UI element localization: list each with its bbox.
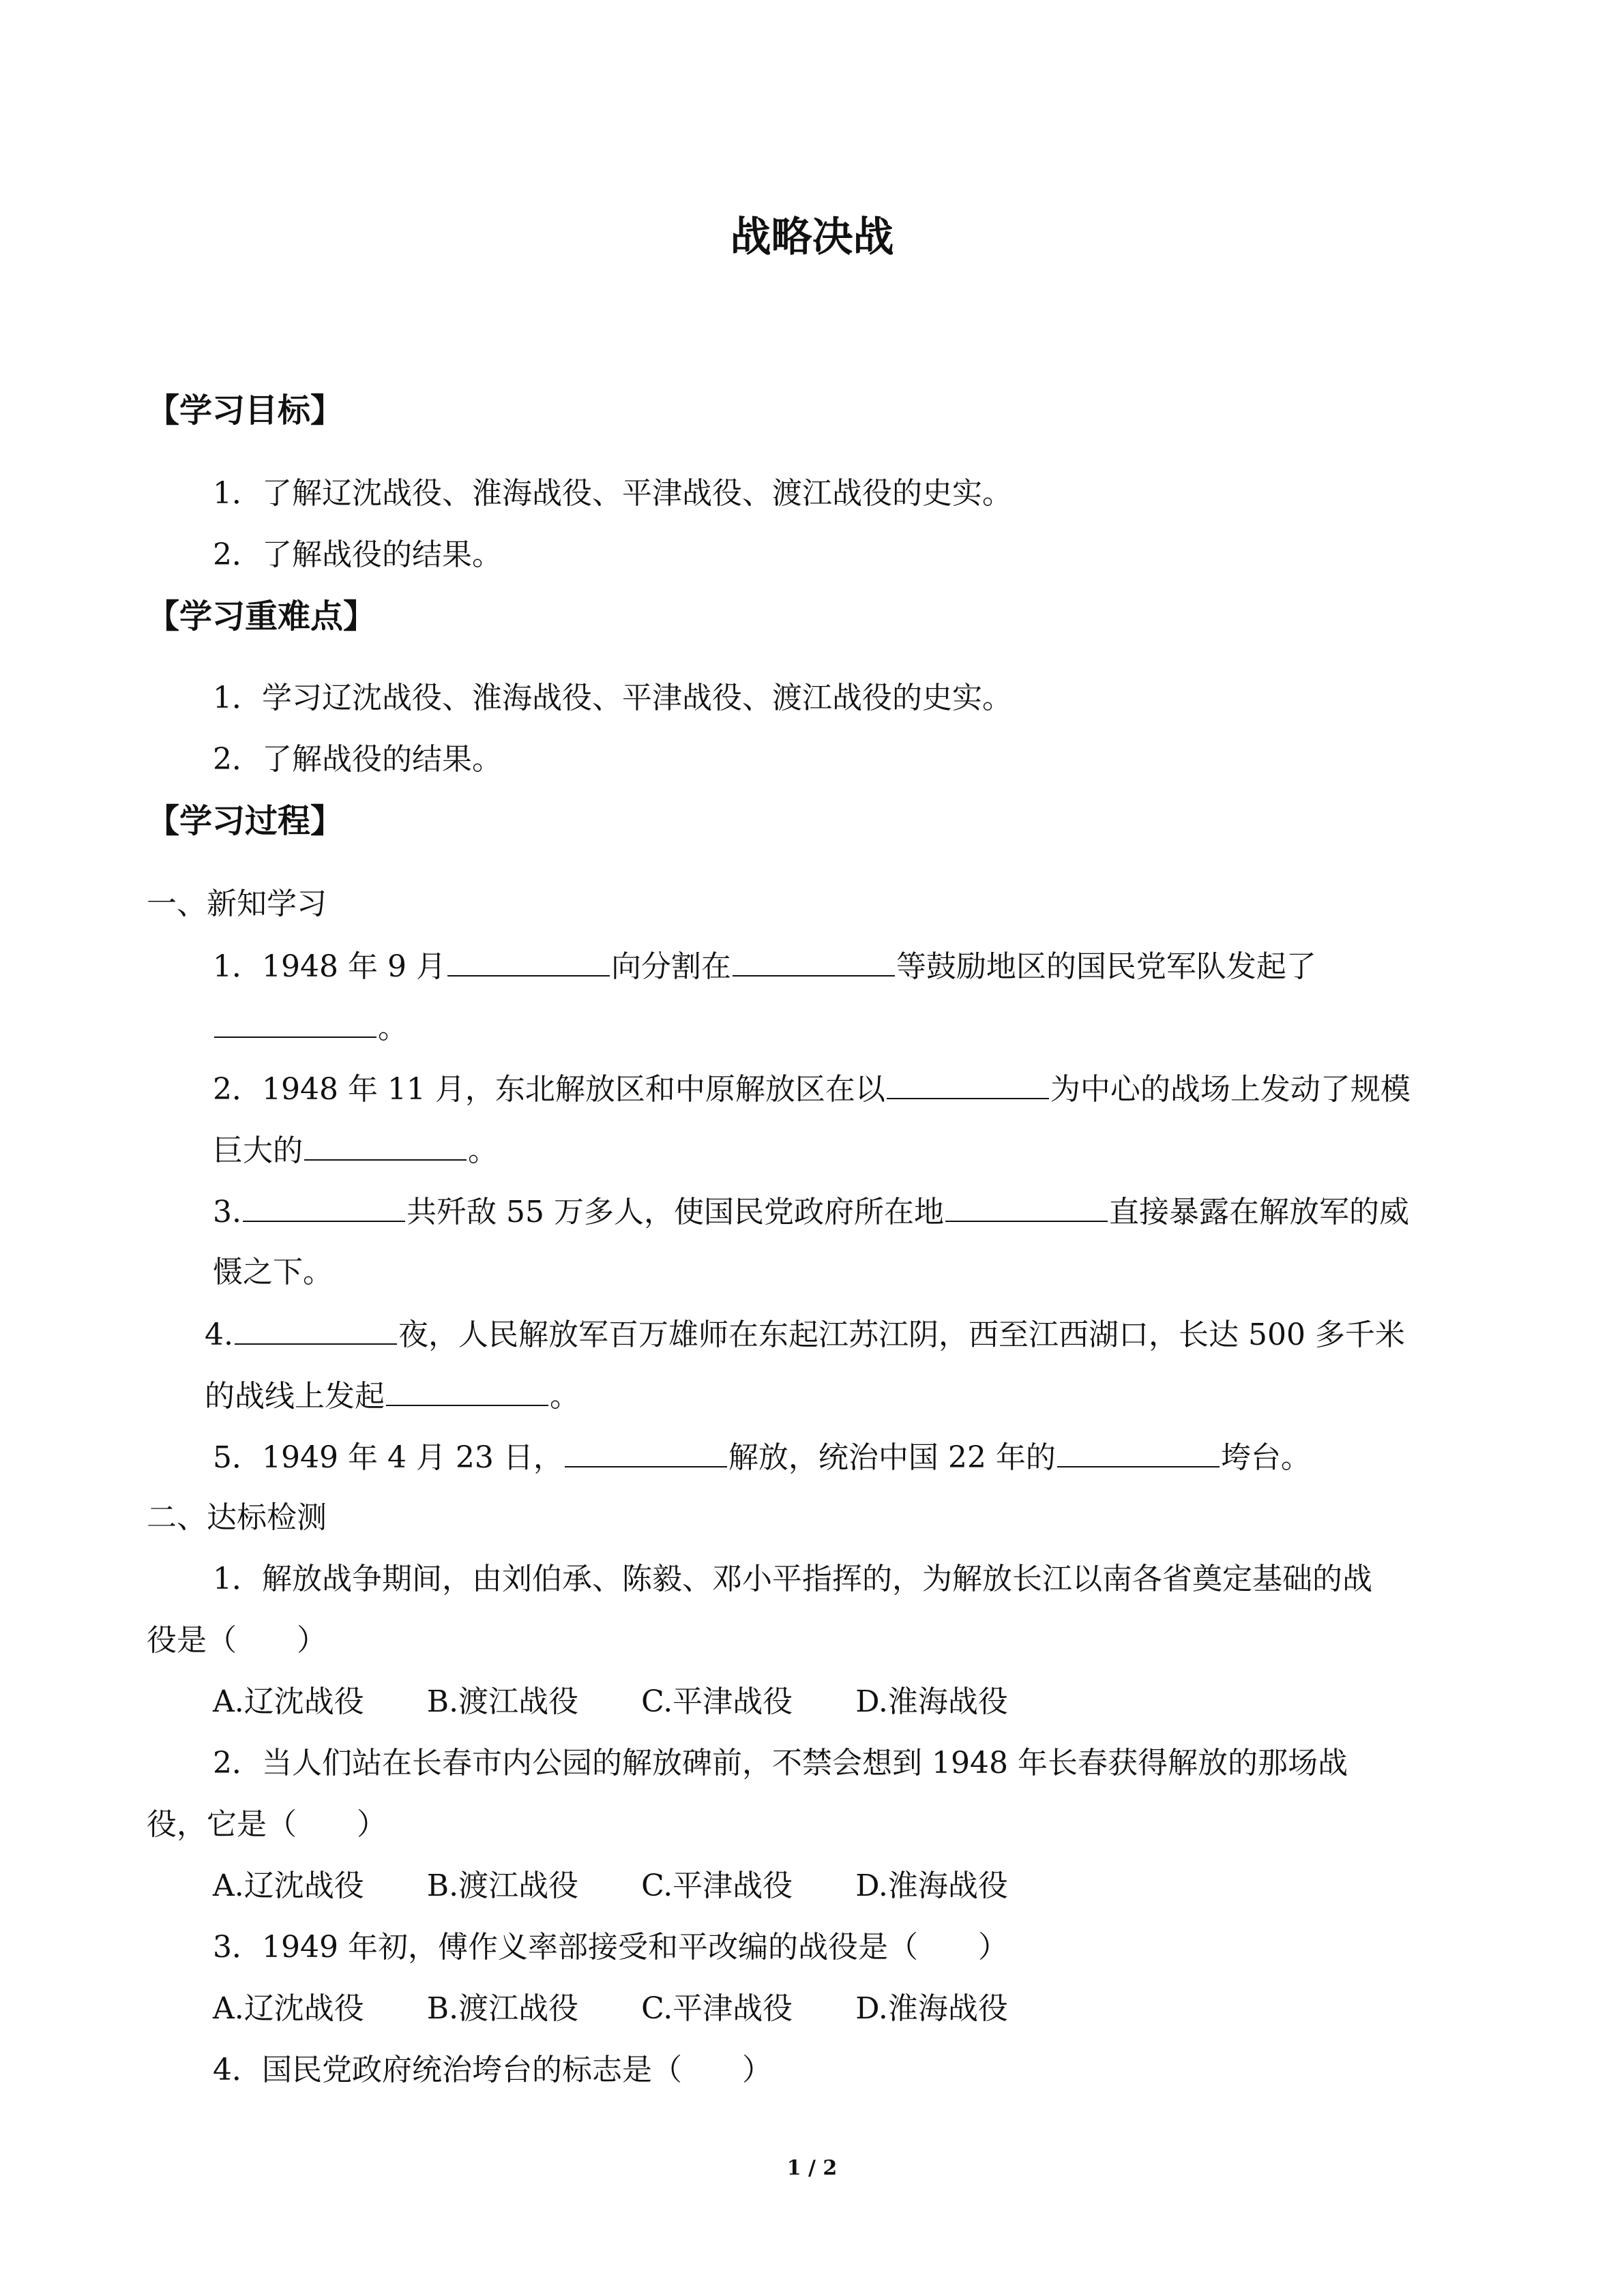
q4-text-d: 。 — [550, 1379, 580, 1414]
fill-blank[interactable] — [565, 1436, 727, 1467]
option-d[interactable]: D.淮海战役 — [855, 1684, 1008, 1719]
option-c[interactable]: C.平津战役 — [641, 1991, 793, 2026]
part2-q2-line2: 役，它是（ ） — [147, 1807, 387, 1842]
fill-blank[interactable] — [1057, 1436, 1220, 1467]
part2-q1-line1: 1．解放战争期间，由刘伯承、陈毅、邓小平指挥的，为解放长江以南各省奠定基础的战 — [213, 1562, 1372, 1596]
q2-text-c: 巨大的 — [213, 1133, 303, 1168]
page-number: 1 / 2 — [786, 2156, 838, 2180]
option-d[interactable]: D.淮海战役 — [855, 1991, 1008, 2026]
q5-text-b: 解放，统治中国 22 年的 — [728, 1440, 1056, 1475]
option-a[interactable]: A.辽沈战役 — [213, 1991, 364, 2026]
part1-q1-line2 — [213, 1007, 408, 1049]
q1-text-c: 等鼓励地区的国民党军队发起了 — [896, 949, 1316, 984]
fill-blank[interactable] — [214, 1007, 377, 1038]
part1-heading: 一、新知学习 — [147, 886, 327, 921]
part2-q3-options — [213, 1988, 1071, 2029]
section-process: 【学习过程】 — [147, 802, 344, 840]
part1-q5-line1 — [213, 1436, 1311, 1478]
q2-text-b: 为中心的战场上发动了规模 — [1050, 1072, 1411, 1107]
q2-text-d: 。 — [468, 1133, 498, 1168]
option-b[interactable]: B.渡江战役 — [426, 1991, 579, 2026]
q3-text-c: 直接暴露在解放军的威 — [1108, 1195, 1409, 1229]
q5-text-c: 垮台。 — [1220, 1440, 1311, 1475]
part2-q1-line2: 役是（ ） — [147, 1623, 327, 1658]
fill-blank[interactable] — [304, 1129, 467, 1161]
objective-1: 1．了解辽沈战役、淮海战役、平津战役、渡江战役的史实。 — [213, 476, 1012, 511]
fill-blank[interactable] — [887, 1068, 1049, 1099]
q3-text-a: 3. — [213, 1195, 241, 1229]
option-b[interactable]: B.渡江战役 — [426, 1684, 579, 1719]
key-point-1: 1．学习辽沈战役、淮海战役、平津战役、渡江战役的史实。 — [213, 681, 1012, 715]
objective-2: 2．了解战役的结果。 — [213, 537, 502, 572]
q4-text-c: 的战线上发起 — [205, 1379, 385, 1414]
section-objectives: 【学习目标】 — [147, 391, 344, 430]
part1-q2-line2 — [213, 1129, 498, 1172]
q1-text-d: 。 — [378, 1011, 408, 1045]
fill-blank[interactable] — [945, 1191, 1108, 1222]
option-a[interactable]: A.辽沈战役 — [213, 1868, 364, 1903]
q4-text-b: 夜，人民解放军百万雄师在东起江苏江阴，西至江西湖口，长达 500 多千米 — [398, 1317, 1405, 1352]
fill-blank[interactable] — [386, 1375, 548, 1406]
part1-q3-line1 — [213, 1191, 1409, 1233]
part1-q3-line2: 慑之下。 — [213, 1255, 333, 1289]
q5-text-a: 5．1949 年 4 月 23 日， — [213, 1440, 563, 1475]
part2-q3-line1: 3．1949 年初，傅作义率部接受和平改编的战役是（ ） — [213, 1930, 1008, 1965]
option-c[interactable]: C.平津战役 — [641, 1684, 793, 1719]
key-point-2: 2．了解战役的结果。 — [213, 742, 502, 777]
page-title: 战略决战 — [730, 213, 894, 261]
part1-q1-line1 — [213, 945, 1316, 987]
part1-q4-line2 — [205, 1375, 580, 1417]
section-key-points: 【学习重难点】 — [147, 597, 377, 636]
part2-heading: 二、达标检测 — [147, 1500, 327, 1535]
part1-q2-line1 — [213, 1068, 1411, 1110]
part1-q4-line1 — [205, 1313, 1405, 1356]
option-c[interactable]: C.平津战役 — [641, 1868, 793, 1903]
fill-blank[interactable] — [733, 945, 895, 976]
q1-text-a: 1．1948 年 9 月 — [213, 949, 446, 984]
part2-q4-line1: 4．国民党政府统治垮台的标志是（ ） — [213, 2053, 772, 2087]
fill-blank[interactable] — [243, 1191, 405, 1222]
part2-q1-options — [213, 1682, 1071, 1723]
q3-text-b: 共歼敌 55 万多人，使国民党政府所在地 — [406, 1195, 944, 1229]
part2-q2-line1: 2．当人们站在长春市内公园的解放碑前，不禁会想到 1948 年长春获得解放的那场战 — [213, 1746, 1348, 1780]
option-d[interactable]: D.淮海战役 — [855, 1868, 1008, 1903]
q4-text-a: 4. — [205, 1317, 233, 1352]
q2-text-a: 2．1948 年 11 月，东北解放区和中原解放区在以 — [213, 1072, 885, 1107]
fill-blank[interactable] — [447, 945, 610, 976]
q1-text-b: 向分割在 — [610, 949, 731, 984]
fill-blank[interactable] — [235, 1313, 397, 1345]
option-a[interactable]: A.辽沈战役 — [213, 1684, 364, 1719]
option-b[interactable]: B.渡江战役 — [426, 1868, 579, 1903]
part2-q2-options — [213, 1866, 1071, 1907]
